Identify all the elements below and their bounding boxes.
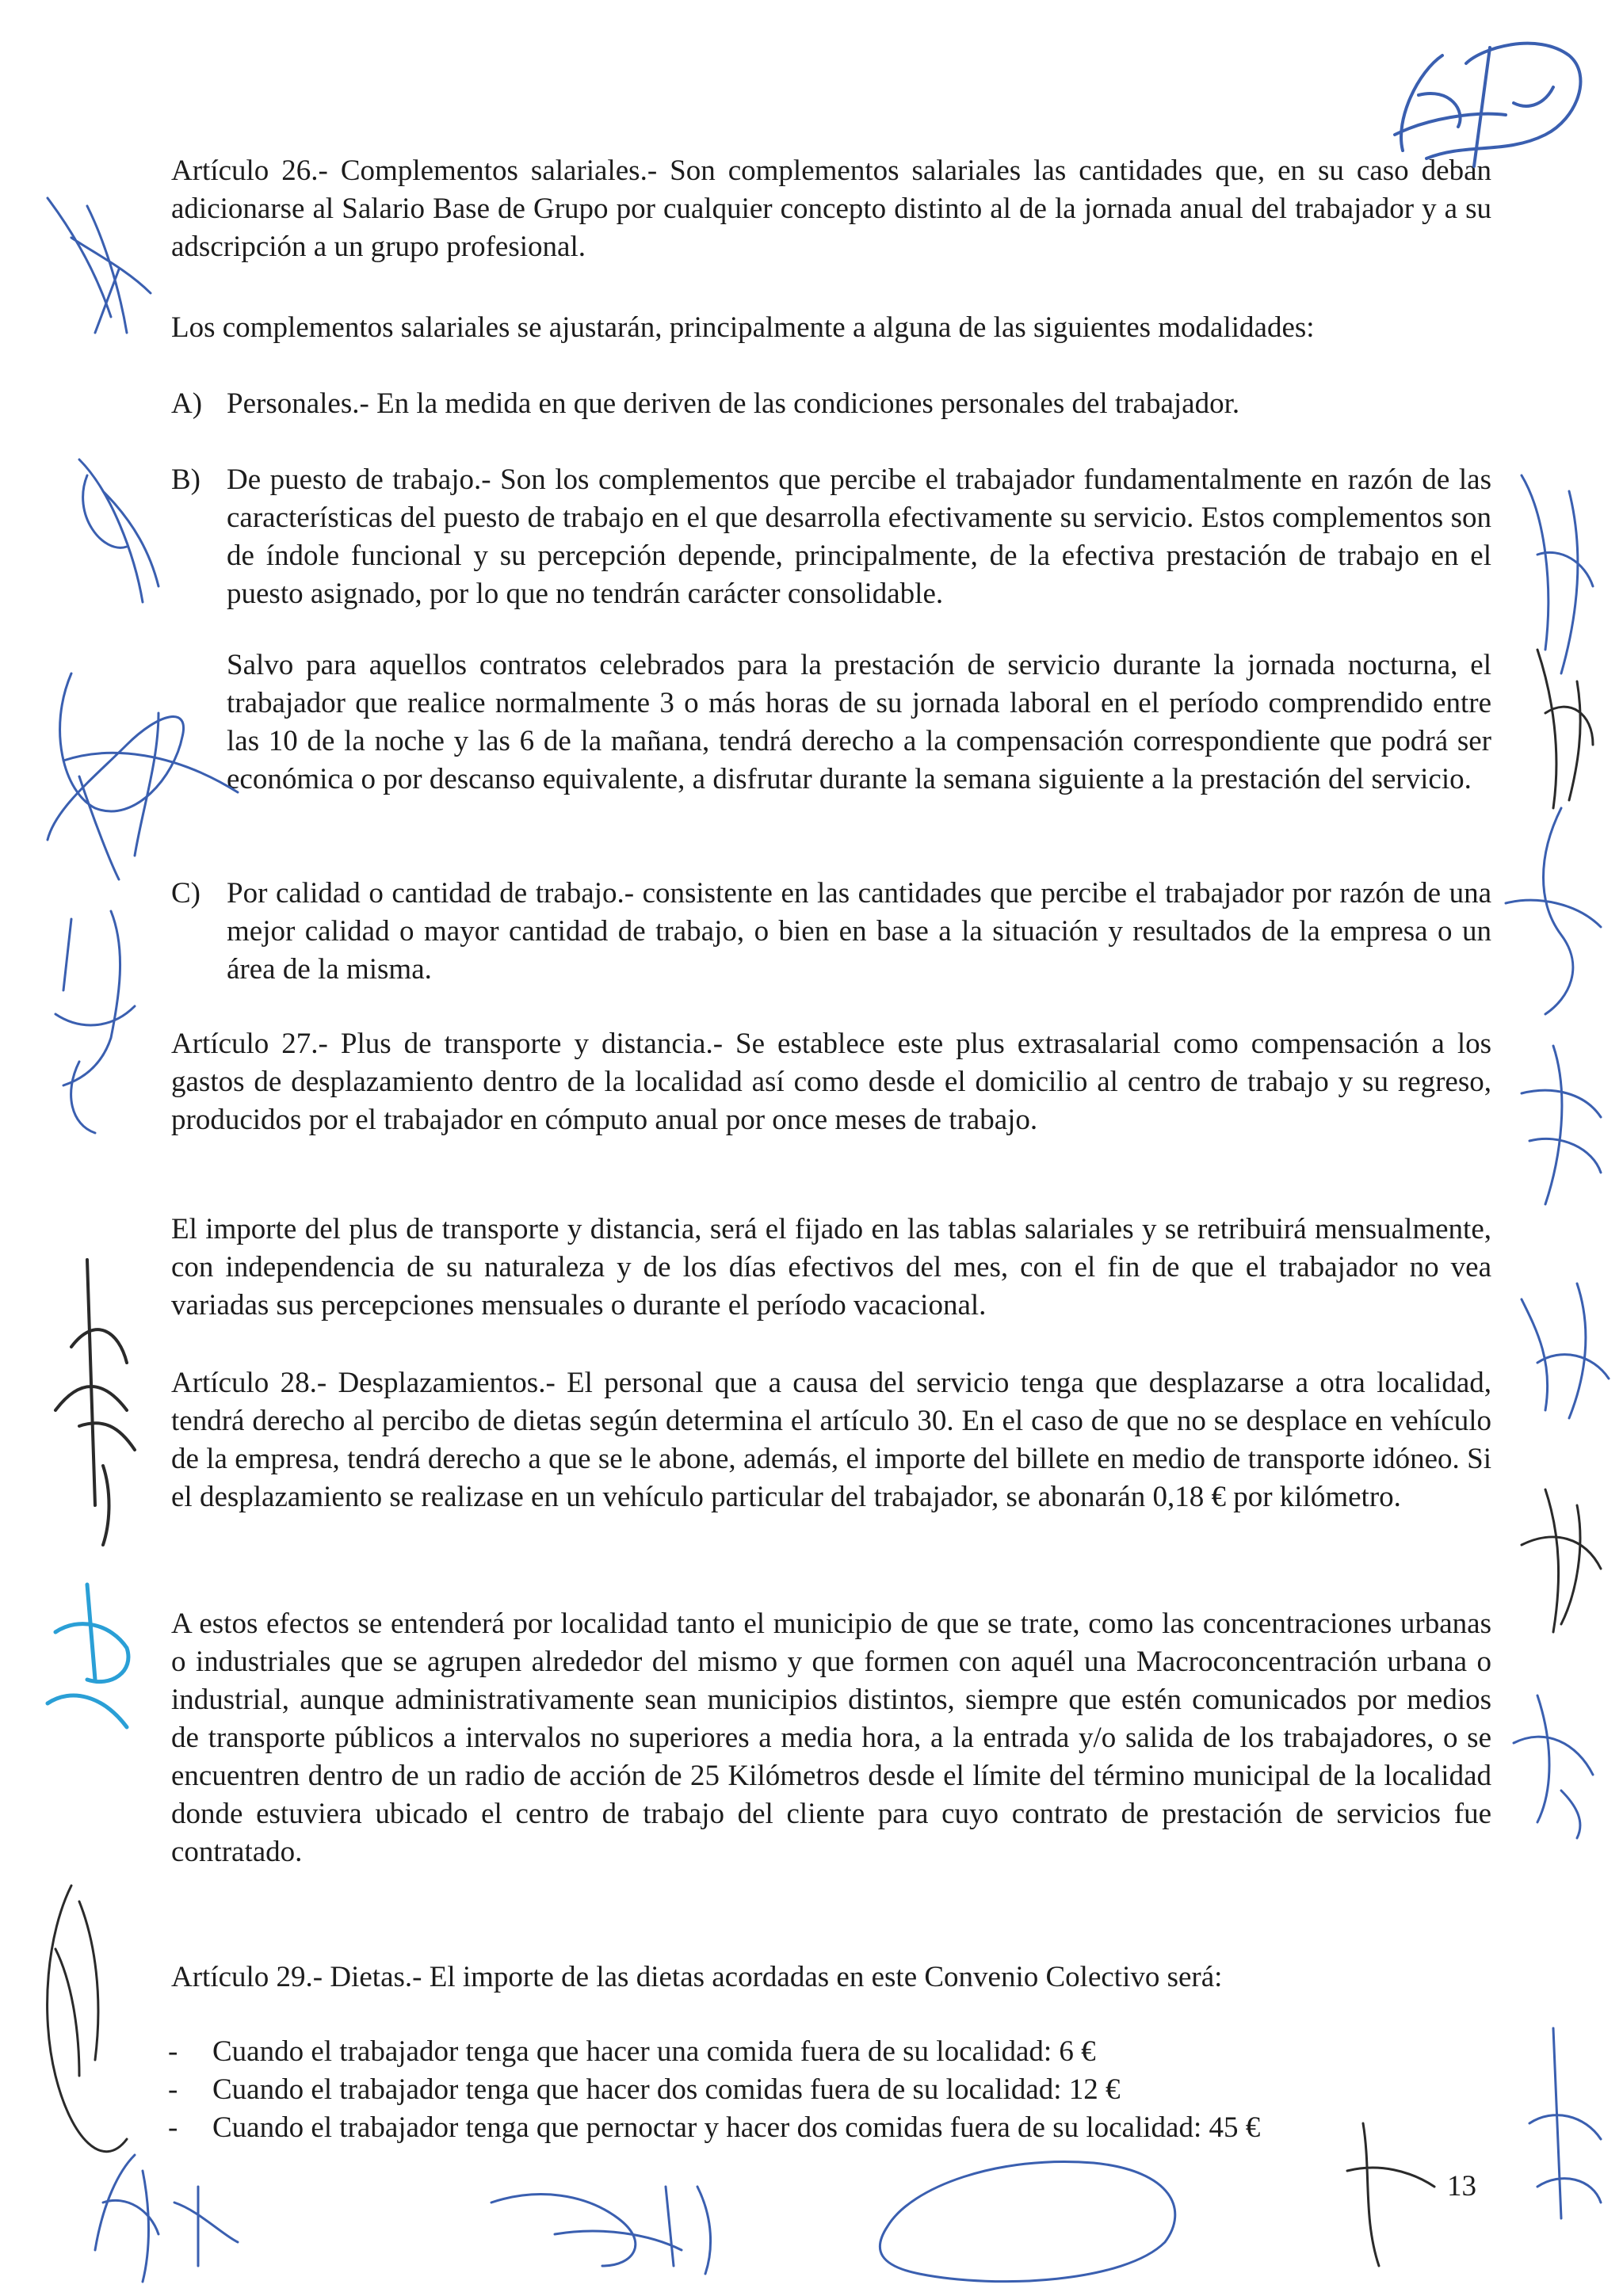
item-b-night-paragraph: Salvo para aquellos contratos celebrados para la prestación de servicio durante la jornada nocturna, el trabajador que realice normalmente 3 o más horas de su jornada laboral en el período comprendido entre las 10 de la noche y las 6 de la mañana, tendrá derecho a la compensación correspondiente que podrá ser económica o por descanso equivalente, a disfrutar durante la semana siguiente a la prestación del servicio. [227, 649, 1491, 795]
signature-left-1 [48, 198, 151, 333]
signature-left-7 [48, 1886, 127, 2152]
article-26-paragraph: Artículo 26.- Complementos salariales.- Son complementos salariales las cantidades que, en su caso deban adicionarse al Salario Base de Grupo por cualquier concepto distinto al de la jornada anual del trabajador y a su adscripción a un grupo profesional. [171, 154, 1491, 263]
signature-right-8 [1529, 2028, 1601, 2218]
item-b-letter: B) [171, 463, 200, 496]
article-28-locality-paragraph: A estos efectos se entenderá por localidad tanto el municipio de que se trate, como las concentraciones urbanas o industriales que se agrupen alrededor del mismo y que formen con aquél una Macroconcentración urbana o industrial, aunque administrativamente sean municipios distintos, siempre que estén comunicados por medios de transporte públicos a intervalos no superiores a media hora, a la entrada y/o salida de los trabajadores, o se encuentren dentro de un radio de acción de 25 Kilómetros desde el límite del término municipal de la localidad donde estuviera ubicado el centro de trabajo del cliente para cuyo contrato de prestación de servicios fue contratado. [171, 1608, 1491, 1868]
signature-bottom-2 [491, 2187, 711, 2274]
signature-right-6 [1522, 1489, 1601, 1632]
article-29-intro: Artículo 29.- Dietas.- El importe de las dietas acordadas en este Convenio Colectivo será: [171, 1961, 1223, 1993]
item-c-text: Por calidad o cantidad de trabajo.- consistente en las cantidades que percibe el trabajador por razón de una mejor calidad o mayor cantidad de trabajo, o bien en base a la situación y resultados de la empresa o un área de la misma. [227, 877, 1491, 986]
article-28-paragraph: Artículo 28.- Desplazamientos.- El personal que a causa del servicio tenga que desplazarse a otra localidad, tendrá derecho al percibo de dietas según determina el artículo 30. En el caso de que no se desplace en vehículo de la empresa, tendrá derecho a que se le abone, además, el importe del billete en medio de transporte idóneo. Si el desplazamiento se realizase en un vehículo particular del trabajador, se abonarán 0,18 € por kilómetro. [171, 1367, 1491, 1513]
article-26-intro: Los complementos salariales se ajustarán, principalmente a alguna de las siguientes modalidades: [171, 311, 1315, 344]
signature-top-right [1395, 44, 1580, 166]
diet-item [168, 2109, 1515, 2147]
signature-left-4 [55, 911, 135, 1133]
diet-item-text: Cuando el trabajador tenga que hacer una comida fuera de su localidad: 6 € [212, 2035, 1096, 2068]
article-27-amount-paragraph: El importe del plus de transporte y distancia, será el fijado en las tablas salariales y se retribuirá mensualmente, con independencia de su naturaleza y de los días efectivos del mes, con el fin de que el trabajador no vea variadas sus percepciones mensuales o durante el período vacacional. [171, 1213, 1491, 1322]
item-a-text: Personales.- En la medida en que deriven de las condiciones personales del trabajador. [227, 387, 1240, 420]
signature-right-7 [1514, 1695, 1593, 1838]
signature-left-3 [48, 673, 238, 879]
signature-right-4 [1522, 1046, 1601, 1204]
bullet-dash: - [168, 2111, 178, 2144]
signature-right-5 [1522, 1283, 1609, 1418]
item-a-letter: A) [171, 387, 203, 420]
signature-right-2 [1537, 650, 1593, 808]
signature-left-2 [79, 460, 158, 602]
signature-right-3 [1506, 808, 1601, 1014]
bullet-dash: - [168, 2073, 178, 2106]
item-b-text: De puesto de trabajo.- Son los complementos que percibe el trabajador fundamentalmente en razón de las características del puesto de trabajo en el que desarrolla efectivamente su servicio. Estos complementos son de índole funcional y su percepción depende, principalmente, de la efectiva prestación de trabajo en el puesto asignado, por lo que no tendrán carácter consolidable. [227, 463, 1491, 610]
diet-item [168, 2071, 1515, 2109]
item-c-letter: C) [171, 877, 200, 910]
signature-left-5 [55, 1260, 135, 1545]
diet-item-text: Cuando el trabajador tenga que hacer dos comidas fuera de su localidad: 12 € [212, 2073, 1121, 2106]
signature-bottom-1 [95, 2155, 238, 2282]
diet-item-text: Cuando el trabajador tenga que pernoctar y hacer dos comidas fuera de su localidad: 45 € [212, 2111, 1261, 2144]
page-number: 13 [1447, 2170, 1476, 2203]
signature-bottom-3 [880, 2161, 1174, 2281]
diet-item [168, 2033, 1515, 2071]
signature-left-6 [48, 1585, 128, 1727]
article-27-paragraph: Artículo 27.- Plus de transporte y distancia.- Se establece este plus extrasalarial como compensación a los gastos de desplazamiento dentro de la localidad así como desde el domicilio al centro de trabajo y su regreso, producidos por el trabajador en cómputo anual por once meses de trabajo. [171, 1028, 1491, 1136]
signature-right-1 [1522, 475, 1593, 673]
bullet-dash: - [168, 2035, 178, 2068]
